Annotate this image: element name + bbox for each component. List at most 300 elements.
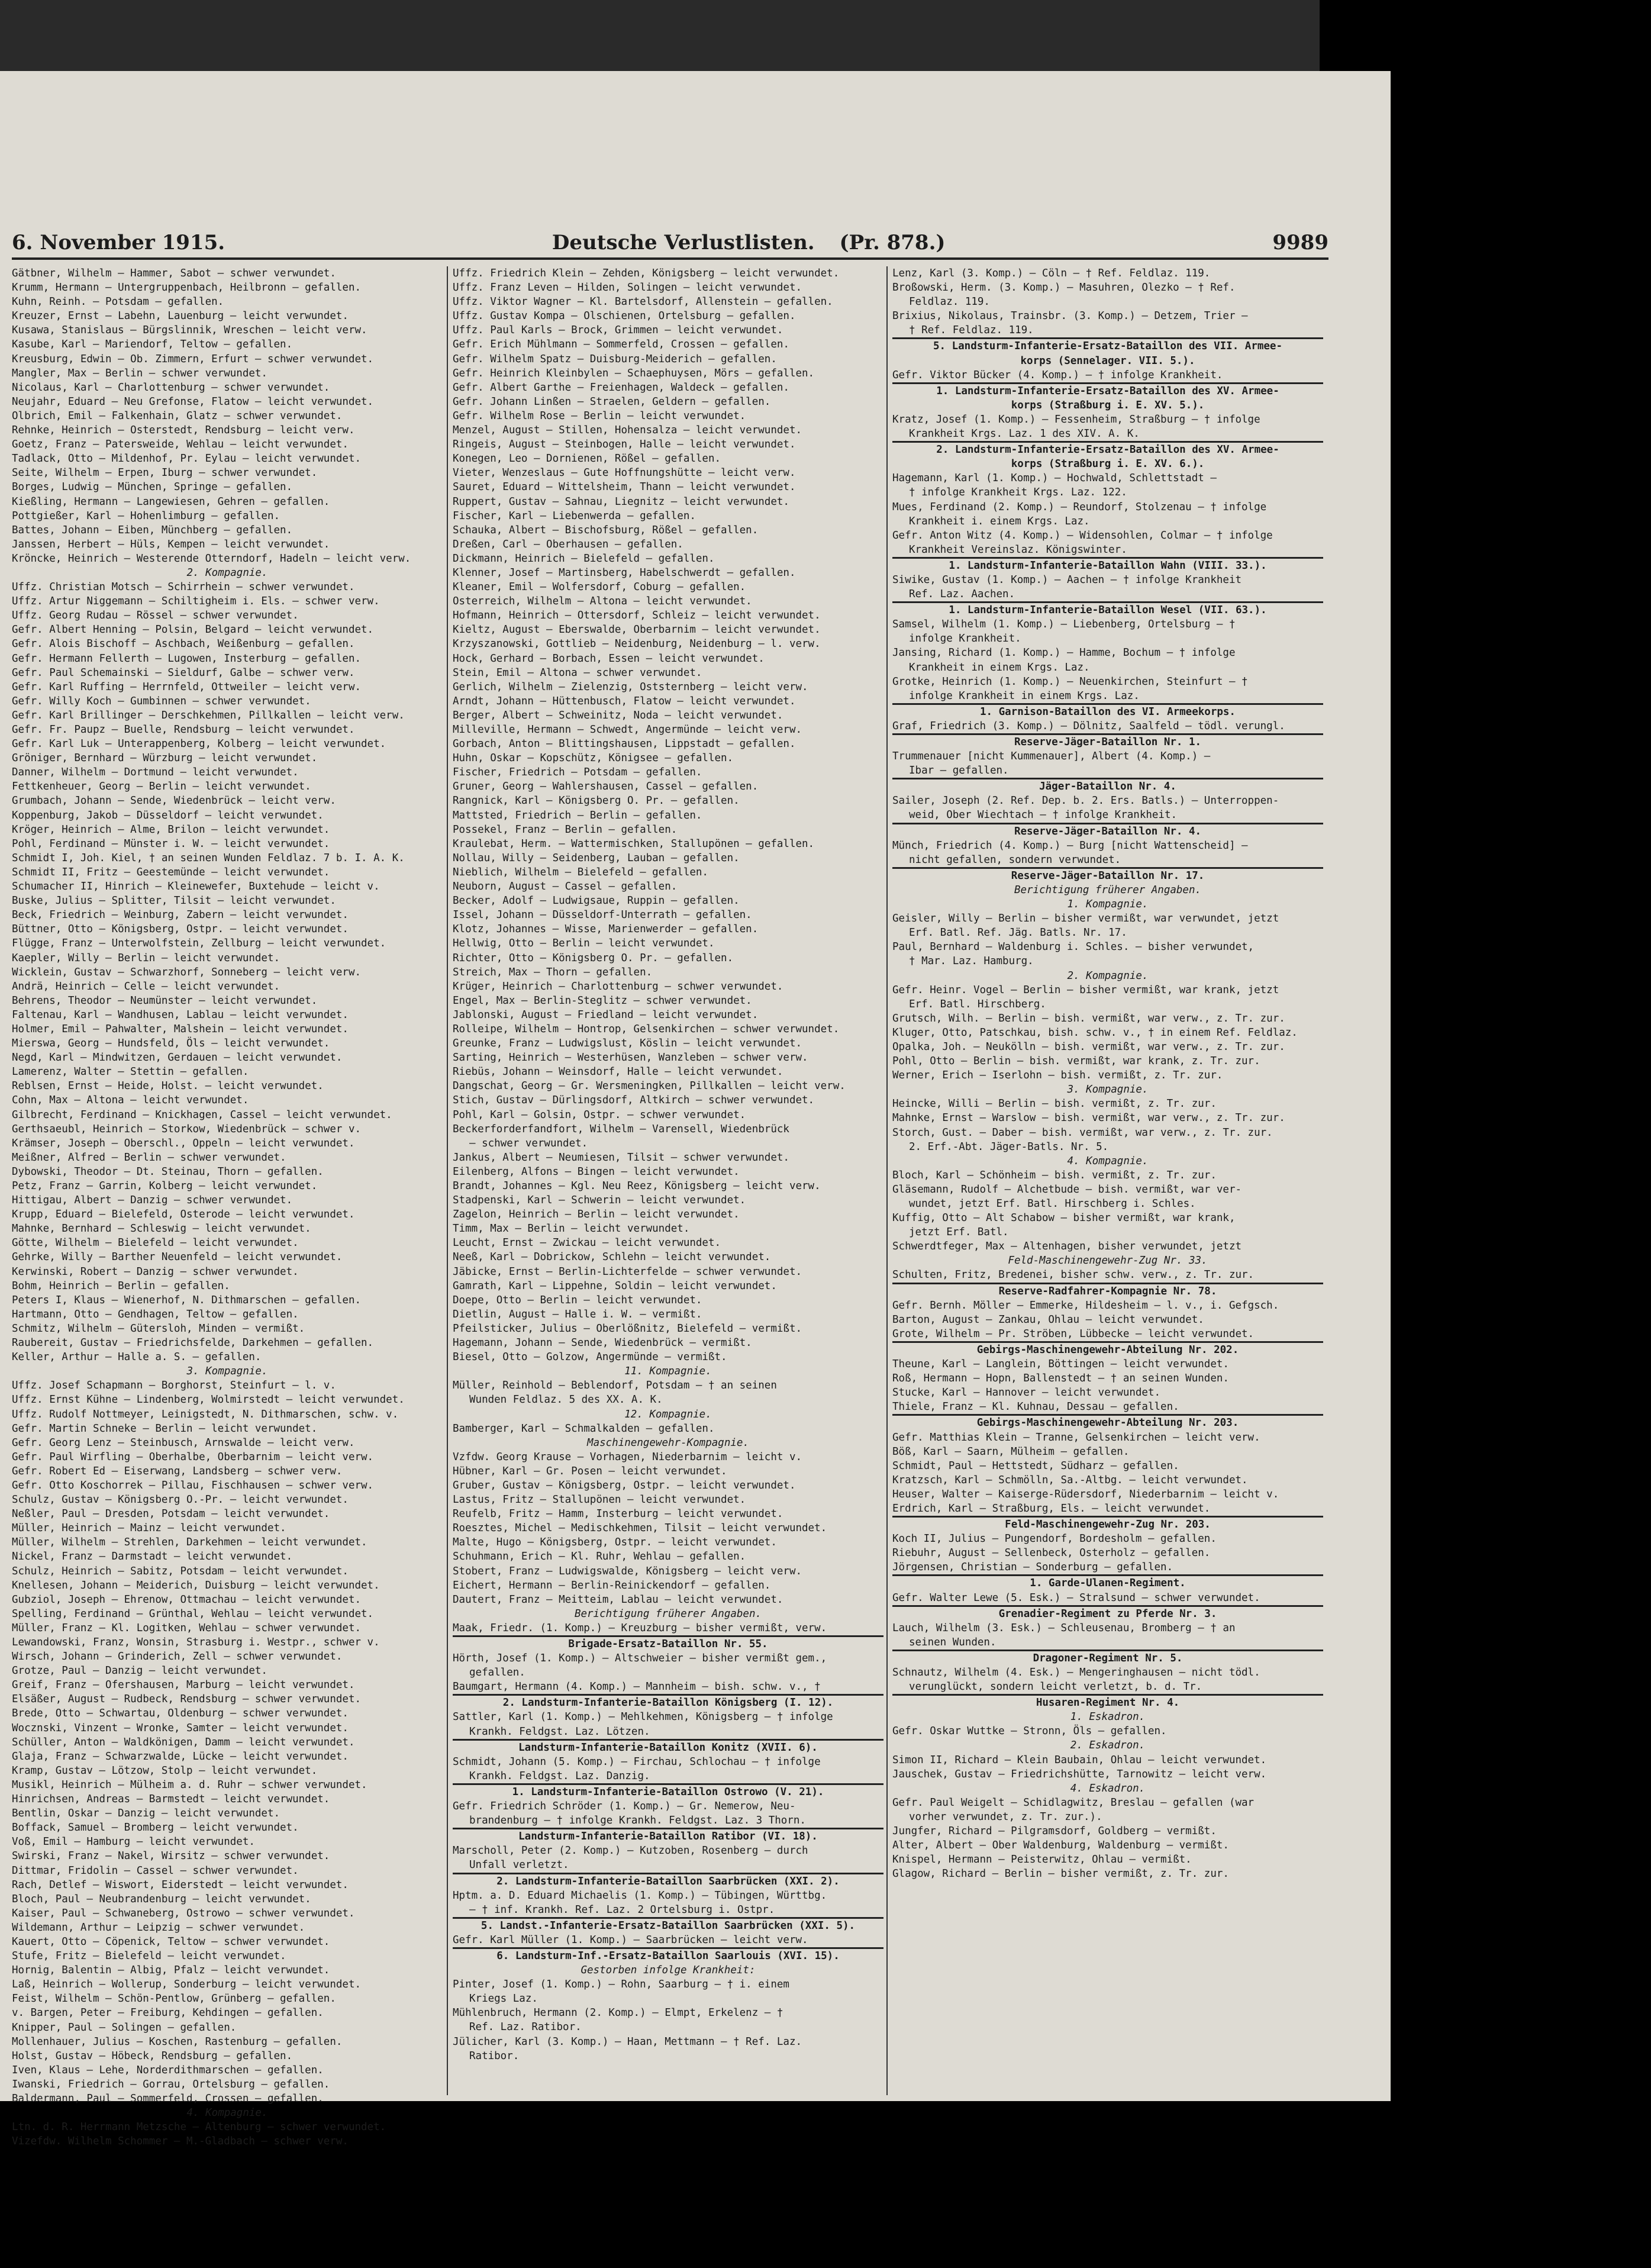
list-entry: Faltenau, Karl — Wandhusen, Lablau — leicht verwundet.	[12, 1009, 349, 1021]
list-entry: Hörth, Josef (1. Komp.) — Altschweier — bisher vermißt gem.,	[453, 1652, 827, 1665]
list-entry: Andrä, Heinrich — Celle — leicht verwundet.	[12, 980, 280, 993]
entry-continuation: Wunden Feldlaz. 5 des XX. A. K.	[469, 1394, 663, 1406]
list-entry: Ltn. d. R. Herrmann Metzsche — Altenburg — schwer verwundet.	[12, 2121, 386, 2134]
list-entry: Dautert, Franz — Meitteim, Lablau — leicht verwundet.	[453, 1593, 783, 1606]
section-heading: Husaren-Regiment Nr. 4.	[892, 1694, 1323, 1710]
list-entry: Kusawa, Stanislaus — Bürgslinnik, Wreschen — leicht verw.	[12, 324, 367, 337]
list-entry: Gefr. Heinr. Vogel — Berlin — bisher vermißt, war krank, jetzt	[892, 984, 1279, 996]
list-entry: Heincke, Willi — Berlin — bish. vermißt, z. Tr. zur.	[892, 1098, 1217, 1110]
list-entry: Meißner, Alfred — Berlin — schwer verwundet.	[12, 1151, 286, 1164]
list-entry: Gefr. Otto Koschorrek — Pillau, Fischhausen — schwer verw.	[12, 1479, 374, 1491]
list-entry: Mues, Ferdinand (2. Komp.) — Reundorf, Stolzenau — † infolge	[892, 501, 1267, 513]
entry-continuation: Krankheit in einem Krgs. Laz.	[909, 661, 1090, 674]
entry-continuation: Ref. Laz. Aachen.	[909, 588, 1015, 601]
list-entry: Pohl, Ferdinand — Münster i. W. — leicht verwundet.	[12, 837, 330, 850]
list-entry: Dreßen, Carl — Oberhausen — gefallen.	[453, 538, 683, 550]
page-header	[12, 228, 1328, 260]
list-entry: Hptm. a. D. Eduard Michaelis (1. Komp.) — Tübingen, Württbg.	[453, 1889, 827, 1902]
list-entry: Dybowski, Theodor — Dt. Steinau, Thorn — gefallen.	[12, 1165, 324, 1178]
list-entry: Voß, Emil — Hamburg — leicht verwundet.	[12, 1836, 255, 1848]
entry-continuation: Krankh. Feldgst. Laz. Danzig.	[469, 1770, 650, 1782]
entry-continuation: nicht gefallen, sondern verwundet.	[909, 853, 1121, 866]
section-heading: Landsturm-Infanterie-Bataillon Konitz (XVII. 6).	[453, 1739, 883, 1755]
entry-continuation: Krankheit Krgs. Laz. 1 des XIV. A. K.	[909, 428, 1140, 440]
list-entry: Fischer, Friedrich — Potsdam — gefallen.	[453, 766, 702, 779]
list-entry: Uffz. Josef Schapmann — Borghorst, Steinfurt — l. v.	[12, 1380, 336, 1392]
list-entry: Krüger, Heinrich — Charlottenburg — schwer verwundet.	[453, 980, 783, 993]
section-heading: 2. Landsturm-Infanterie-Bataillon Saarbrücken (XXI. 2).	[453, 1873, 883, 1889]
list-entry: Roesztes, Michel — Medischkehmen, Tilsit — leicht verwundet.	[453, 1522, 827, 1535]
entry-continuation: Krankh. Feldgst. Laz. Lötzen.	[469, 1725, 650, 1738]
list-entry: Neujahr, Eduard — Neu Grefonse, Flatow — leicht verwundet.	[12, 395, 374, 408]
list-entry: Gefr. Hermann Fellerth — Lugowen, Insterburg — gefallen.	[12, 652, 362, 665]
list-entry: Kluger, Otto, Patschkau, bish. schw. v., † in einem Ref. Feldlaz.	[892, 1026, 1298, 1039]
list-entry: Olbrich, Emil — Falkenhain, Glatz — schwer verwundet.	[12, 410, 343, 422]
list-entry: Nollau, Willy — Seidenberg, Lauban — gefallen.	[453, 852, 740, 864]
list-entry: Schumacher II, Hinrich — Kleinewefer, Buxtehude — leicht v.	[12, 881, 380, 893]
list-entry: Mangler, Max — Berlin — schwer verwundet.	[12, 367, 267, 379]
list-entry: Hagemann, Johann — Sende, Wiedenbrück — vermißt.	[453, 1337, 752, 1349]
list-entry: Uffz. Rudolf Nottmeyer, Leinigstedt, N. Dithmarschen, schw. v.	[12, 1408, 399, 1420]
list-entry: Wicklein, Gustav — Schwarzhorf, Sonneberg — leicht verw.	[12, 966, 362, 978]
list-entry: Nickel, Franz — Darmstadt — leicht verwundet.	[12, 1551, 293, 1563]
list-entry: Jungfer, Richard — Pilgramsdorf, Goldberg — vermißt.	[892, 1825, 1217, 1838]
list-entry: Büttner, Otto — Königsberg, Ostpr. — leicht verwundet.	[12, 923, 349, 936]
list-entry: Pohl, Otto — Berlin — bish. vermißt, war krank, z. Tr. zur.	[892, 1055, 1260, 1068]
list-entry: Kaiser, Paul — Schwaneberg, Ostrowo — schwer verwundet.	[12, 1907, 355, 1919]
list-entry: Dietlin, August — Halle i. W. — vermißt.	[453, 1308, 702, 1320]
list-entry: Stucke, Karl — Hannover — leicht verwundet.	[892, 1387, 1161, 1399]
list-entry: Peters I, Klaus — Wienerhof, N. Dithmarschen — gefallen.	[12, 1294, 362, 1306]
list-entry: Spelling, Ferdinand — Grünthal, Wehlau — leicht verwundet.	[12, 1607, 374, 1620]
list-entry: Ringeis, August — Steinbogen, Halle — leicht verwundet.	[453, 439, 796, 451]
list-entry: Laß, Heinrich — Wollerup, Sonderburg — leicht verwundet.	[12, 1979, 362, 1991]
list-entry: Seite, Wilhelm — Erpen, Iburg — schwer verwundet.	[12, 467, 318, 479]
list-entry: Gubziol, Joseph — Ehrenow, Ottmachau — leicht verwundet.	[12, 1593, 362, 1606]
list-entry: Janssen, Herbert — Hüls, Kempen — leicht verwundet.	[12, 538, 330, 550]
list-entry: Hofmann, Heinrich — Ottersdorf, Schleiz — leicht verwundet.	[453, 610, 821, 622]
list-entry: Gefr. Karl Ruffing — Herrnfeld, Ottweiler — leicht verw.	[12, 681, 362, 693]
subsection-heading: 4. Kompagnie.	[186, 2107, 268, 2119]
list-entry: Gätbner, Wilhelm — Hammer, Sabot — schwer verwundet.	[12, 268, 336, 279]
list-entry: Hartmann, Otto — Gendhagen, Teltow — gefallen.	[12, 1308, 299, 1320]
list-entry: Koppenburg, Jakob — Düsseldorf — leicht verwundet.	[12, 809, 324, 821]
list-entry: Uffz. Ernst Kühne — Lindenberg, Wolmirstedt — leicht verwundet.	[12, 1394, 405, 1406]
list-entry: Biesel, Otto — Golzow, Angermünde — vermißt.	[453, 1351, 727, 1364]
list-entry: Hagemann, Karl (1. Komp.) — Hochwald, Schlettstadt —	[892, 472, 1217, 485]
list-entry: Pinter, Josef (1. Komp.) — Rohn, Saarburg — † i. einem	[453, 1979, 789, 1991]
list-entry: Neuborn, August — Cassel — gefallen.	[453, 881, 678, 893]
entry-continuation: Feldlaz. 119.	[909, 296, 990, 308]
entry-continuation: Ratibor.	[469, 2050, 520, 2062]
list-entry: Gefr. Walter Lewe (5. Esk.) — Stralsund — schwer verwundet.	[892, 1592, 1260, 1604]
subsection-heading: 1. Eskadron.	[1070, 1711, 1146, 1723]
list-entry: Werner, Erich — Iserlohn — bish. vermißt, z. Tr. zur.	[892, 1069, 1223, 1082]
list-entry: Riebüs, Johann — Weinsdorf, Halle — leicht verwundet.	[453, 1066, 783, 1078]
list-entry: Behrens, Theodor — Neumünster — leicht verwundet.	[12, 994, 318, 1007]
list-entry: Huhn, Oskar — Kopschütz, Königsee — gefallen.	[453, 752, 734, 765]
list-entry: Schauka, Albert — Bischofsburg, Rößel — gefallen.	[453, 524, 759, 536]
entry-continuation: infolge Krankheit in einem Krgs. Laz.	[909, 690, 1140, 702]
list-entry: Baumgart, Hermann (4. Komp.) — Mannheim — bish. schw. v., †	[453, 1681, 821, 1693]
publication-title: Deutsche Verlustlisten. (Pr. 878.)	[552, 231, 946, 254]
list-entry: Heuser, Walter — Kaiserge-Rüdersdorf, Niederbarnim — leicht v.	[892, 1488, 1279, 1500]
page-number: 9989	[1272, 231, 1328, 254]
list-entry: Gefr. Anton Witz (4. Komp.) — Widensohlen, Colmar — † infolge	[892, 529, 1273, 542]
entry-continuation: † Mar. Laz. Hamburg.	[909, 955, 1034, 968]
section-heading: 2. Landsturm-Infanterie-Bataillon Königsberg (I. 12).	[453, 1694, 883, 1710]
list-entry: Uffz. Christian Motsch — Schirrhein — schwer verwundet.	[12, 581, 355, 594]
list-entry: Uffz. Gustav Kompa — Olschienen, Ortelsburg — gefallen.	[453, 310, 796, 323]
list-entry: Kasube, Karl — Mariendorf, Teltow — gefallen.	[12, 339, 293, 351]
list-entry: Opalka, Joh. — Neukölln — bish. vermißt, war verw., z. Tr. zur.	[892, 1040, 1285, 1053]
subsection-heading: 1. Kompagnie.	[1067, 898, 1149, 911]
subsection-heading: 12. Kompagnie.	[624, 1408, 712, 1420]
list-entry: Jörgensen, Christian — Sonderburg — gefallen.	[892, 1561, 1173, 1574]
list-entry: Lenz, Karl (3. Komp.) — Cöln — † Ref. Feldlaz. 119.	[892, 268, 1211, 279]
list-entry: Gefr. Willy Koch — Gumbinnen — schwer verwundet.	[12, 695, 311, 707]
subsection-heading: Maschinengewehr-Kompagnie.	[587, 1436, 749, 1449]
entry-continuation: gefallen.	[469, 1667, 525, 1679]
section-heading: Landsturm-Infanterie-Bataillon Ratibor (VI. 18).	[453, 1828, 883, 1844]
subsection-heading: Berichtigung früherer Angaben.	[574, 1607, 762, 1620]
list-entry: Gefr. Heinrich Kleinbylen — Schaephuysen, Mörs — gefallen.	[453, 367, 815, 379]
list-entry: Gefr. Fr. Paupz — Buelle, Rendsburg — leicht verwundet.	[12, 724, 355, 736]
list-entry: Gefr. Bernh. Möller — Emmerke, Hildesheim — l. v., i. Gefgsch.	[892, 1299, 1279, 1312]
list-entry: Menzel, August — Stillen, Hohensalza — leicht verwundet.	[453, 424, 802, 437]
section-heading: Reserve-Radfahrer-Kompagnie Nr. 78.	[892, 1283, 1323, 1299]
list-entry: Pohl, Karl — Golsin, Ostpr. — schwer verwundet.	[453, 1109, 746, 1121]
list-entry: Petz, Franz — Garrin, Kolberg — leicht verwundet.	[12, 1180, 318, 1192]
entry-continuation: wundet, jetzt Erf. Batl. Hirschberg i. Schles.	[909, 1198, 1196, 1210]
list-entry: Simon II, Richard — Klein Baubain, Ohlau — leicht verwundet.	[892, 1754, 1267, 1766]
list-entry: Wirsch, Johann — Grinderich, Zell — schwer verwundet.	[12, 1651, 343, 1663]
list-entry: Gefr. Paul Weigelt — Schidlagwitz, Breslau — gefallen (war	[892, 1796, 1255, 1809]
list-entry: Koch II, Julius — Pungendorf, Bordesholm — gefallen.	[892, 1533, 1217, 1545]
column-divider	[447, 266, 448, 2095]
entry-continuation: — † inf. Krankh. Ref. Laz. 2 Ortelsburg i. Ostpr.	[469, 1903, 775, 1916]
list-entry: Osterreich, Wilhelm — Altona — leicht verwundet.	[453, 595, 752, 608]
list-entry: Krumm, Hermann — Untergruppenbach, Heilbronn — gefallen.	[12, 282, 362, 294]
list-entry: Konegen, Leo — Dornienen, Rößel — gefallen.	[453, 453, 721, 465]
list-entry: Knispel, Hermann — Peisterwitz, Ohlau — vermißt.	[892, 1854, 1192, 1866]
subsection-heading: 4. Eskadron.	[1070, 1782, 1146, 1795]
list-entry: Graf, Friedrich (3. Komp.) — Dölnitz, Saalfeld — tödl. verungl.	[892, 720, 1285, 732]
subsection-heading: Feld-Maschinengewehr-Zug Nr. 33.	[1008, 1255, 1208, 1267]
section-heading: 5. Landst.-Infanterie-Ersatz-Bataillon Saarbrücken (XXI. 5).	[453, 1917, 883, 1933]
list-entry: Storch, Gust. — Daber — bish. vermißt, war verw., z. Tr. zur.	[892, 1126, 1273, 1139]
subsection-heading: 2. Kompagnie.	[1067, 969, 1149, 982]
list-entry: Schmidt, Johann (5. Komp.) — Firchau, Schlochau — † infolge	[453, 1755, 821, 1768]
list-entry: Brede, Otto — Schwartau, Oldenburg — schwer verwundet.	[12, 1708, 349, 1720]
list-entry: Uffz. Georg Rudau — Rössel — schwer verwundet.	[12, 610, 299, 622]
entry-continuation: Ref. Laz. Ratibor.	[469, 2021, 582, 2034]
list-entry: Klenner, Josef — Martinsberg, Habelschwerdt — gefallen.	[453, 566, 796, 579]
section-heading: korps (Straßburg i. E. XV. 5.).	[1011, 399, 1205, 411]
list-entry: Neeß, Karl — Dobrickow, Schlehn — leicht verwundet.	[453, 1251, 771, 1264]
section-heading: Reserve-Jäger-Bataillon Nr. 1.	[892, 733, 1323, 749]
list-entry: Neßler, Paul — Dresden, Potsdam — leicht verwundet.	[12, 1508, 330, 1520]
list-entry: Gefr. Robert Ed — Eiserwang, Landsberg — schwer verw.	[12, 1465, 343, 1477]
list-entry: Gefr. Wilhelm Rose — Berlin — leicht verwundet.	[453, 410, 746, 422]
list-entry: Gerthsaeubl, Heinrich — Storkow, Wiedenbrück — schwer v.	[12, 1123, 362, 1135]
section-heading: korps (Sennelager. VII. 5.).	[1020, 355, 1195, 367]
issue-date: 6. November 1915.	[12, 231, 225, 254]
list-entry: Gamrath, Karl — Lippehne, Soldin — leicht verwundet.	[453, 1280, 777, 1292]
list-entry: Schulten, Fritz, Bredenei, bisher schw. verw., z. Tr. zur.	[892, 1269, 1255, 1281]
list-entry: Eichert, Hermann — Berlin-Reinickendorf — gefallen.	[453, 1579, 771, 1592]
list-entry: Lauch, Wilhelm (3. Esk.) — Schleusenau, Bromberg — † an	[892, 1622, 1236, 1634]
list-entry: Danner, Wilhelm — Dortmund — leicht verwundet.	[12, 766, 299, 779]
newspaper-page	[0, 71, 1391, 2148]
list-entry: Gefr. Wilhelm Spatz — Duisburg-Meiderich — gefallen.	[453, 353, 777, 365]
list-entry: Stadpenski, Karl — Schwerin — leicht verwundet.	[453, 1194, 746, 1207]
entry-continuation: Erf. Batl. Hirschberg.	[909, 998, 1046, 1010]
section-heading: 2. Landsturm-Infanterie-Ersatz-Bataillon des XV. Armee-	[892, 441, 1323, 457]
list-entry: Glaja, Franz — Schwarzwalde, Lücke — leicht verwundet.	[12, 1750, 349, 1763]
list-entry: Issel, Johann — Düsseldorf-Unterrath — gefallen.	[453, 909, 752, 922]
list-entry: Kuhn, Reinh. — Potsdam — gefallen.	[12, 296, 224, 308]
list-entry: Hornig, Balentin — Albig, Pfalz — leicht verwundet.	[12, 1964, 330, 1977]
section-heading: Dragoner-Regiment Nr. 5.	[892, 1650, 1323, 1665]
list-entry: Richter, Otto — Königsberg O. Pr. — gefallen.	[453, 952, 734, 964]
entry-continuation: seinen Wunden.	[909, 1636, 997, 1648]
list-entry: Grumbach, Johann — Sende, Wiedenbrück — leicht verw.	[12, 795, 336, 807]
list-entry: Brixius, Nikolaus, Trainsbr. (3. Komp.) — Detzem, Trier —	[892, 310, 1248, 323]
entry-continuation: Kriegs Laz.	[469, 1993, 538, 2005]
list-entry: Uffz. Franz Leven — Hilden, Solingen — leicht verwundet.	[453, 282, 802, 294]
list-entry: Flügge, Franz — Unterwolfstein, Zellburg — leicht verwundet.	[12, 938, 386, 950]
text-column-right	[892, 266, 1323, 2095]
list-entry: Gefr. Martin Schneke — Berlin — leicht verwundet.	[12, 1422, 318, 1435]
list-entry: Gorbach, Anton — Blittingshausen, Lippstadt — gefallen.	[453, 738, 796, 750]
subsection-heading: 2. Kompagnie.	[186, 566, 268, 579]
list-entry: Elsäßer, August — Rudbeck, Rendsburg — schwer verwundet.	[12, 1693, 362, 1706]
list-entry: Lamerenz, Walter — Stettin — gefallen.	[12, 1066, 249, 1078]
list-entry: Kramp, Gustav — Lötzow, Stolp — leicht verwundet.	[12, 1764, 318, 1777]
list-entry: Kröncke, Heinrich — Westerende Otterndorf, Hadeln — leicht verw.	[12, 552, 411, 565]
list-entry: Jablonski, August — Friedland — leicht verwundet.	[453, 1009, 759, 1021]
list-entry: Sailer, Joseph (2. Ref. Dep. b. 2. Ers. Batls.) — Unterroppen-	[892, 795, 1279, 807]
list-entry: Streich, Max — Thorn — gefallen.	[453, 966, 653, 978]
entry-continuation: Krankheit Vereinslaz. Königswinter.	[909, 543, 1127, 556]
section-heading: 1. Landsturm-Infanterie-Bataillon Wahn (VIII. 33.).	[892, 557, 1323, 573]
list-entry: Reblsen, Ernst — Heide, Holst. — leicht verwundet.	[12, 1080, 324, 1093]
list-entry: Gefr. Georg Lenz — Steinbusch, Arnswalde — leicht verw.	[12, 1436, 355, 1449]
list-entry: Nicolaus, Karl — Charlottenburg — schwer verwundet.	[12, 381, 330, 394]
section-heading: 6. Landsturm-Inf.-Ersatz-Bataillon Saarlouis (XVI. 15).	[453, 1947, 883, 1963]
list-entry: Gehrke, Willy — Barther Neuenfeld — leicht verwundet.	[12, 1251, 343, 1264]
list-entry: Kröger, Heinrich — Alme, Brilon — leicht verwundet.	[12, 823, 330, 836]
list-entry: Siwike, Gustav (1. Komp.) — Aachen — † infolge Krankheit	[892, 574, 1242, 586]
list-entry: Broßowski, Herm. (3. Komp.) — Masuhren, Olezko — † Ref.	[892, 282, 1236, 294]
list-entry: Leucht, Ernst — Zwickau — leicht verwundet.	[453, 1237, 721, 1249]
list-entry: Riebuhr, August — Sellenbeck, Osterholz — gefallen.	[892, 1547, 1211, 1560]
list-entry: Battes, Johann — Eiben, Münchberg — gefallen.	[12, 524, 293, 536]
list-entry: Grutsch, Wilh. — Berlin — bish. vermißt, war verw., z. Tr. zur.	[892, 1012, 1285, 1025]
list-entry: Uffz. Artur Niggemann — Schiltigheim i. Els. — schwer verw.	[12, 595, 380, 608]
list-entry: Timm, Max — Berlin — leicht verwundet.	[453, 1223, 690, 1235]
entry-continuation: brandenburg — † infolge Krankh. Feldgst. Laz. 3 Thorn.	[469, 1815, 806, 1827]
list-entry: Kraulebat, Herm. — Wattermischken, Stallupönen — gefallen.	[453, 837, 815, 850]
list-entry: Kaepler, Willy — Berlin — leicht verwundet.	[12, 952, 280, 964]
entry-continuation: Krankheit i. einem Krgs. Laz.	[909, 515, 1090, 527]
list-entry: Gröniger, Bernhard — Würzburg — leicht verwundet.	[12, 752, 318, 765]
list-entry: Müller, Franz — Kl. Logitken, Wehlau — schwer verwundet.	[12, 1622, 362, 1634]
entry-continuation: jetzt Erf. Batl.	[909, 1226, 1009, 1239]
list-entry: Jansing, Richard (1. Komp.) — Hamme, Bochum — † infolge	[892, 647, 1236, 659]
list-entry: Gefr. Karl Brillinger — Derschkehmen, Pillkallen — leicht verw.	[12, 709, 405, 721]
list-entry: Grote, Wilhelm — Pr. Ströben, Lübbecke — leicht verwundet.	[892, 1328, 1255, 1340]
list-entry: Bloch, Karl — Schönheim — bish. vermißt, z. Tr. zur.	[892, 1169, 1217, 1181]
entry-continuation: † infolge Krankheit Krgs. Laz. 122.	[909, 487, 1127, 499]
list-entry: Gefr. Paul Wirfling — Oberhalbe, Oberbarnim — leicht verw.	[12, 1451, 374, 1463]
list-entry: Uffz. Friedrich Klein — Zehden, Königsberg — leicht verwundet.	[453, 268, 840, 279]
list-entry: Pottgießer, Karl — Hohenlimburg — gefallen.	[12, 510, 280, 522]
list-entry: Kratzsch, Karl — Schmölln, Sa.-Altbg. — leicht verwundet.	[892, 1474, 1248, 1486]
list-entry: Brandt, Johannes — Kgl. Neu Reez, Königsberg — leicht verw.	[453, 1180, 821, 1192]
list-entry: Bamberger, Karl — Schmalkalden — gefallen.	[453, 1422, 715, 1435]
list-entry: Rehnke, Heinrich — Osterstedt, Rendsburg — leicht verw.	[12, 424, 355, 437]
list-entry: Lastus, Fritz — Stallupönen — leicht verwundet.	[453, 1494, 746, 1506]
list-entry: Krämser, Joseph — Oberschl., Oppeln — leicht verwundet.	[12, 1137, 355, 1149]
list-entry: Schmidt I, Joh. Kiel, † an seinen Wunden Feldlaz. 7 b. I. A. K.	[12, 852, 405, 864]
list-entry: Grotke, Heinrich (1. Komp.) — Neuenkirchen, Steinfurt — †	[892, 675, 1248, 688]
list-entry: Iwanski, Friedrich — Gorrau, Ortelsburg — gefallen.	[12, 2078, 330, 2090]
list-entry: Mattsted, Friedrich — Berlin — gefallen.	[453, 809, 702, 821]
list-entry: Jauschek, Gustav — Friedrichshütte, Tarnowitz — leicht verw.	[892, 1768, 1267, 1780]
entry-continuation: vorher verwundet, z. Tr. zur.).	[909, 1810, 1102, 1823]
list-entry: Jankus, Albert — Neumiesen, Tilsit — schwer verwundet.	[453, 1151, 789, 1164]
list-entry: Raubereit, Gustav — Friedrichsfelde, Darkehmen — gefallen.	[12, 1337, 374, 1349]
list-entry: Gefr. Oskar Wuttke — Stronn, Öls — gefallen.	[892, 1725, 1167, 1738]
entry-continuation: — schwer verwundet.	[469, 1137, 588, 1149]
list-entry: Gläsemann, Rudolf — Alchetbude — bish. vermißt, war ver-	[892, 1183, 1242, 1196]
list-entry: Malte, Hugo — Königsberg, Ostpr. — leicht verwundet.	[453, 1536, 777, 1549]
section-heading: 1. Landsturm-Infanterie-Bataillon Ostrowo (V. 21).	[453, 1783, 883, 1799]
list-entry: Reufelb, Fritz — Hamm, Insterburg — leicht verwundet.	[453, 1508, 783, 1520]
subsection-heading: 4. Kompagnie.	[1067, 1155, 1149, 1167]
list-entry: Rach, Detlef — Wiswort, Eiderstedt — leicht verwundet.	[12, 1879, 349, 1891]
subsection-heading: 2. Eskadron.	[1070, 1739, 1146, 1752]
list-entry: Marscholl, Peter (2. Komp.) — Kutzoben, Rosenberg — durch	[453, 1845, 808, 1857]
section-heading: Reserve-Jäger-Bataillon Nr. 4.	[892, 823, 1323, 839]
list-entry: Alter, Albert — Ober Waldenburg, Waldenburg — vermißt.	[892, 1839, 1229, 1852]
list-entry: Goetz, Franz — Patersweide, Wehlau — leicht verwundet.	[12, 439, 349, 451]
list-entry: Kreusburg, Edwin — Ob. Zimmern, Erfurt — schwer verwundet.	[12, 353, 374, 365]
list-entry: Wocznski, Vinzent — Wronke, Samter — leicht verwundet.	[12, 1722, 349, 1734]
entry-continuation: 2. Erf.-Abt. Jäger-Batls. Nr. 5.	[909, 1141, 1109, 1153]
list-entry: Gilbrecht, Ferdinand — Knickhagen, Cassel — leicht verwundet.	[12, 1109, 392, 1121]
list-entry: Roß, Hermann — Hopn, Ballenstedt — † an seinen Wunden.	[892, 1373, 1229, 1385]
list-entry: Gefr. Alois Bischoff — Aschbach, Weißenburg — gefallen.	[12, 638, 355, 650]
list-entry: Stein, Emil — Altona — schwer verwundet.	[453, 666, 702, 679]
list-entry: Samsel, Wilhelm (1. Komp.) — Liebenberg, Ortelsburg — †	[892, 618, 1236, 631]
section-heading: Brigade-Ersatz-Bataillon Nr. 55.	[453, 1635, 883, 1651]
list-entry: Gefr. Friedrich Schröder (1. Komp.) — Gr. Nemerow, Neu-	[453, 1800, 796, 1813]
list-entry: Dickmann, Heinrich — Bielefeld — gefallen.	[453, 552, 715, 565]
list-entry: Paul, Bernhard — Waldenburg i. Schles. — bisher verwundet,	[892, 941, 1255, 953]
list-entry: Gefr. Karl Müller (1. Komp.) — Saarbrücken — leicht verw.	[453, 1934, 808, 1946]
list-entry: Milleville, Hermann — Schwedt, Angermünde — leicht verw.	[453, 724, 802, 736]
list-entry: Klotz, Johannes — Wisse, Marienwerder — gefallen.	[453, 923, 759, 936]
list-entry: Mahnke, Ernst — Warslow — bish. vermißt, war verw., z. Tr. zur.	[892, 1112, 1285, 1125]
list-entry: Hellwig, Otto — Berlin — leicht verwundet.	[453, 938, 715, 950]
list-entry: Vieter, Wenzeslaus — Gute Hoffnungshütte — leicht verw.	[453, 467, 796, 479]
list-entry: Thiele, Franz — Kl. Kuhnau, Dessau — gefallen.	[892, 1401, 1179, 1413]
section-heading: Gebirgs-Maschinengewehr-Abteilung Nr. 202.	[892, 1341, 1323, 1357]
list-entry: Musikl, Heinrich — Mülheim a. d. Ruhr — schwer verwundet.	[12, 1779, 367, 1791]
list-entry: Beckerforderfandfort, Wilhelm — Varensell, Wiedenbrück	[453, 1123, 789, 1135]
list-entry: Gefr. Matthias Klein — Tranne, Gelsenkirchen — leicht verw.	[892, 1431, 1260, 1444]
section-heading: 5. Landsturm-Infanterie-Ersatz-Bataillon des VII. Armee-	[892, 337, 1323, 353]
list-entry: Jülicher, Karl (3. Komp.) — Haan, Mettmann — † Ref. Laz.	[453, 2035, 802, 2048]
list-entry: Dangschat, Georg — Gr. Wersmeningken, Pillkallen — leicht verw.	[453, 1080, 846, 1093]
list-entry: Müller, Wilhelm — Strehlen, Darkehmen — leicht verwundet.	[12, 1536, 367, 1549]
section-heading: Jäger-Bataillon Nr. 4.	[892, 778, 1323, 794]
list-entry: Gefr. Paul Schemainski — Sieldurf, Galbe — schwer verw.	[12, 666, 355, 679]
section-heading: 1. Landsturm-Infanterie-Bataillon Wesel (VII. 63.).	[892, 601, 1323, 617]
list-entry: Nieblich, Wilhelm — Bielefeld — gefallen.	[453, 866, 708, 878]
list-entry: Grotze, Paul — Danzig — leicht verwundet.	[12, 1665, 267, 1677]
list-entry: Sarting, Heinrich — Westerhüsen, Wanzleben — schwer verw.	[453, 1052, 808, 1064]
list-entry: Greif, Franz — Ofershausen, Marburg — leicht verwundet.	[12, 1679, 355, 1692]
list-entry: Jäbicke, Ernst — Berlin-Lichterfelde — schwer verwundet.	[453, 1265, 802, 1278]
list-entry: Stufe, Fritz — Bielefeld — leicht verwundet.	[12, 1950, 286, 1963]
list-entry: Baldermann, Paul — Sommerfeld, Crossen — gefallen.	[12, 2093, 324, 2105]
list-entry: Schmidt, Paul — Hettstedt, Südharz — gefallen.	[892, 1460, 1179, 1472]
list-entry: Vzfdw. Georg Krause — Vorhagen, Niederbarnim — leicht v.	[453, 1451, 802, 1463]
section-heading: 1. Landsturm-Infanterie-Ersatz-Bataillon des XV. Armee-	[892, 382, 1323, 398]
list-entry: Kerwinski, Robert — Danzig — schwer verwundet.	[12, 1265, 299, 1278]
list-entry: Barton, August — Zankau, Ohlau — leicht verwundet.	[892, 1313, 1204, 1326]
list-entry: Keller, Arthur — Halle a. S. — gefallen.	[12, 1351, 262, 1364]
list-entry: Stich, Gustav — Dürlingsdorf, Altkirch — schwer verwundet.	[453, 1094, 815, 1107]
entry-continuation: verunglückt, sondern leicht verletzt, b. d. Tr.	[909, 1681, 1202, 1693]
section-heading: korps (Straßburg i. E. XV. 6.).	[1011, 458, 1205, 471]
list-entry: Arndt, Johann — Hüttenbusch, Flatow — leicht verwundet.	[453, 695, 796, 707]
list-entry: Gefr. Erich Mühlmann — Sommerfeld, Crossen — gefallen.	[453, 339, 789, 351]
list-entry: Kieltz, August — Eberswalde, Oberbarnim — leicht verwundet.	[453, 624, 821, 636]
list-entry: Rangnick, Karl — Königsberg O. Pr. — gefallen.	[453, 795, 740, 807]
list-entry: Rolleipe, Wilhelm — Hontrop, Gelsenkirchen — schwer verwundet.	[453, 1023, 840, 1035]
section-heading: Gebirgs-Maschinengewehr-Abteilung Nr. 203.	[892, 1414, 1323, 1430]
list-entry: Maak, Friedr. (1. Komp.) — Kreuzburg — bisher vermißt, verw.	[453, 1622, 827, 1634]
list-entry: Kratz, Josef (1. Komp.) — Fessenheim, Straßburg — † infolge	[892, 413, 1260, 426]
list-entry: Eilenberg, Alfons — Bingen — leicht verwundet.	[453, 1165, 740, 1178]
list-entry: Fischer, Karl — Liebenwerda — gefallen.	[453, 510, 696, 522]
list-entry: Schnautz, Wilhelm (4. Esk.) — Mengeringhausen — nicht tödl.	[892, 1667, 1260, 1679]
entry-continuation: infolge Krankheit.	[909, 633, 1021, 645]
list-entry: Müller, Heinrich — Mainz — leicht verwundet.	[12, 1522, 286, 1535]
list-entry: Kuffig, Otto — Alt Schabow — bisher vermißt, war krank,	[892, 1212, 1236, 1225]
list-entry: Müller, Reinhold — Beblendorf, Potsdam — † an seinen	[453, 1380, 777, 1392]
list-entry: Schulz, Gustav — Königsberg O.-Pr. — leicht verwundet.	[12, 1494, 349, 1506]
list-entry: Gefr. Viktor Bücker (4. Komp.) — † infolge Krankheit.	[892, 369, 1223, 381]
list-entry: Sattler, Karl (1. Komp.) — Mehlkehmen, Königsberg — † infolge	[453, 1711, 833, 1723]
list-entry: Götte, Wilhelm — Bielefeld — leicht verwundet.	[12, 1237, 299, 1249]
column-divider	[886, 266, 888, 2095]
list-entry: Gruber, Gustav — Königsberg, Ostpr. — leicht verwundet.	[453, 1479, 796, 1491]
list-entry: Borges, Ludwig — München, Springe — gefallen.	[12, 481, 293, 494]
list-entry: Mierswa, Georg — Hundsfeld, Öls — leicht verwundet.	[12, 1038, 330, 1050]
list-entry: Böß, Karl — Saarn, Mülheim — gefallen.	[892, 1445, 1130, 1458]
list-entry: Gefr. Karl Luk — Unterappenberg, Kolberg — leicht verwundet.	[12, 738, 386, 750]
subsection-heading: 3. Kompagnie.	[186, 1365, 268, 1378]
list-entry: Holmer, Emil — Pahwalter, Malshein — leicht verwundet.	[12, 1023, 349, 1035]
subsection-heading: Berichtigung früherer Angaben.	[1014, 884, 1202, 896]
list-entry: Mahnke, Bernhard — Schleswig — leicht verwundet.	[12, 1223, 311, 1235]
